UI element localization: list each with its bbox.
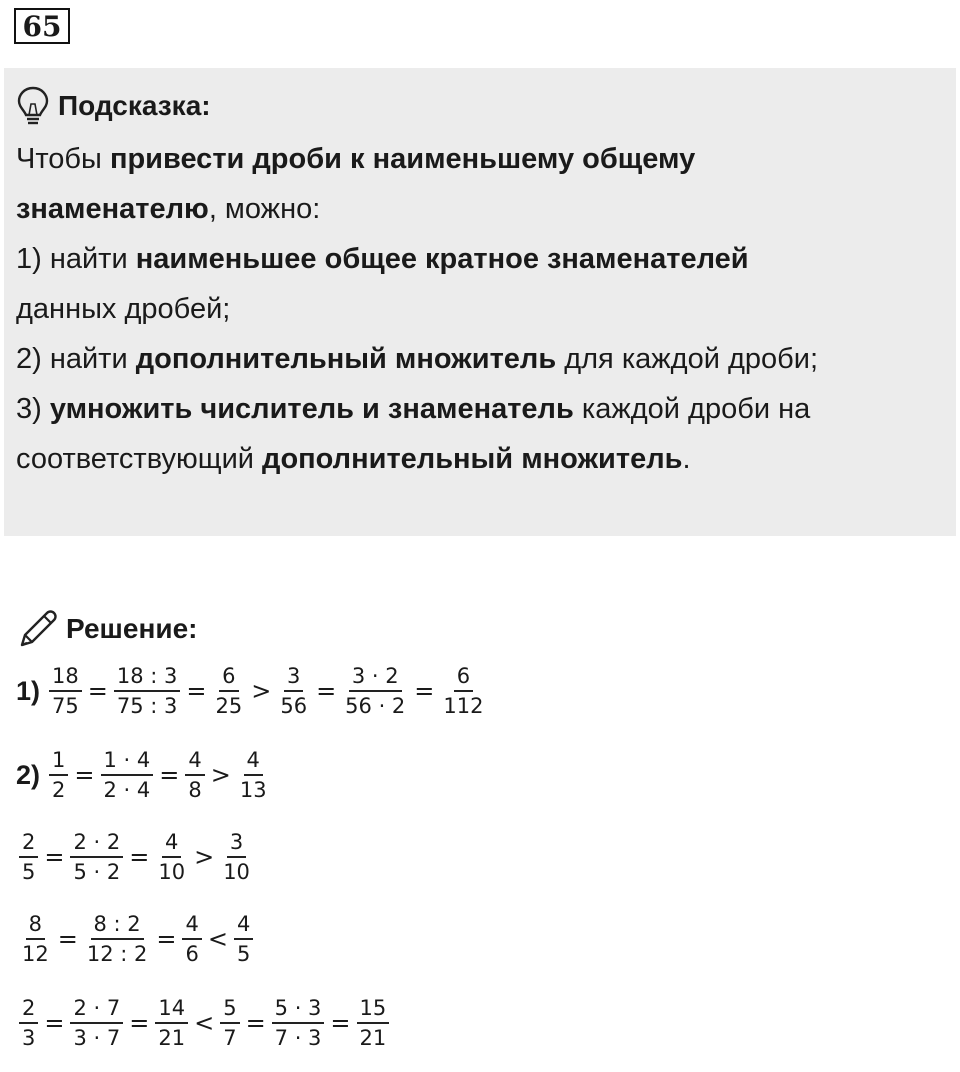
- denominator: 21: [158, 1026, 186, 1050]
- fraction: [114, 664, 181, 718]
- numerator: 4: [162, 830, 181, 858]
- hint-text-segment: 2) найти: [16, 343, 136, 375]
- hint-text-segment: 3): [16, 393, 50, 425]
- denominator: 2 · 4: [103, 778, 151, 802]
- fraction: [357, 996, 390, 1050]
- numerator: 2 · 7: [70, 996, 123, 1024]
- numerator: 4: [244, 748, 263, 776]
- numerator: 6: [219, 664, 238, 692]
- operator: =: [156, 925, 177, 953]
- hint-text-segment: Чтобы: [16, 143, 110, 175]
- numerator: 18: [49, 664, 82, 692]
- numerator: 2 · 2: [70, 830, 123, 858]
- hint-text-segment: .: [682, 443, 691, 475]
- numerator: 5 · 3: [272, 996, 325, 1024]
- fraction: [277, 664, 310, 718]
- denominator: 75 : 3: [116, 694, 178, 718]
- fraction: [19, 912, 52, 966]
- hint-line: [16, 434, 944, 484]
- denominator: 5: [22, 860, 36, 884]
- fraction: [19, 830, 38, 884]
- fraction: [70, 996, 123, 1050]
- hint-panel: [4, 68, 956, 536]
- fraction: [237, 748, 270, 802]
- denominator: 12 : 2: [86, 942, 148, 966]
- hint-bold-text: умножить числитель и знаменатель: [49, 393, 574, 425]
- pencil-icon: [16, 607, 60, 651]
- fraction: [155, 830, 188, 884]
- operator: <: [194, 1009, 215, 1037]
- hint-line: [16, 334, 944, 384]
- hint-bold-text: знаменателю: [16, 193, 209, 225]
- solution-title: Решение:: [66, 613, 198, 644]
- hint-line: [16, 284, 944, 334]
- solution-row: [16, 748, 273, 802]
- hint-bold-text: дополнительный множитель: [135, 343, 557, 375]
- operator: >: [194, 843, 215, 871]
- fraction: [220, 830, 253, 884]
- fraction: [234, 912, 253, 966]
- operator: =: [330, 1009, 351, 1037]
- denominator: 5 · 2: [73, 860, 121, 884]
- fraction: [49, 748, 68, 802]
- hint-line: [16, 384, 944, 434]
- numerator: 4: [185, 748, 204, 776]
- denominator: 8: [188, 778, 202, 802]
- fraction: [342, 664, 408, 718]
- denominator: 7: [223, 1026, 237, 1050]
- numerator: 14: [155, 996, 188, 1024]
- denominator: 2: [52, 778, 66, 802]
- hint-line: [16, 184, 944, 234]
- hint-bold-text: привести дроби к наименьшему общему: [109, 143, 696, 175]
- solution-header: [16, 604, 197, 654]
- solution-row: [16, 830, 256, 884]
- denominator: 5: [236, 942, 251, 966]
- fraction: [49, 664, 82, 718]
- operator: >: [210, 761, 231, 789]
- operator: =: [159, 761, 180, 789]
- fraction: [70, 830, 123, 884]
- solution-row: [16, 664, 489, 718]
- operator: =: [44, 1009, 65, 1037]
- operator: <: [207, 925, 228, 953]
- denominator: 56 · 2: [345, 694, 406, 718]
- hint-text-segment: , можно:: [208, 193, 321, 225]
- hint-text: [16, 134, 944, 484]
- row-label: 2): [16, 759, 41, 790]
- hint-text-segment: для каждой дроби;: [556, 343, 819, 375]
- numerator: 18 : 3: [114, 664, 181, 692]
- fraction: [101, 748, 154, 802]
- fraction: [440, 664, 486, 718]
- hint-text-segment: соответствующий: [16, 443, 263, 475]
- hint-bold-text: дополнительный множитель: [262, 443, 683, 475]
- fraction: [212, 664, 245, 718]
- numerator: 15: [357, 996, 390, 1024]
- fraction: [19, 996, 38, 1050]
- fraction: [220, 996, 239, 1050]
- hint-line: [16, 134, 944, 184]
- hint-line: [16, 234, 944, 284]
- hint-bold-text: наименьшее общее кратное знаменателей: [135, 243, 749, 275]
- numerator: 6: [454, 664, 473, 692]
- row-label: 1): [16, 675, 41, 706]
- denominator: 75: [52, 694, 79, 718]
- numerator: 8 : 2: [91, 912, 144, 940]
- numerator: 1 · 4: [101, 748, 154, 776]
- numerator: 3: [284, 664, 303, 692]
- operator: =: [414, 677, 435, 705]
- numerator: 1: [49, 748, 68, 776]
- operator: =: [74, 761, 95, 789]
- numerator: 4: [234, 912, 253, 940]
- hint-text-segment: 1) найти: [16, 243, 136, 275]
- denominator: 12: [22, 942, 49, 966]
- numerator: 3 · 2: [349, 664, 402, 692]
- numerator: 2: [19, 830, 38, 858]
- numerator: 5: [220, 996, 239, 1024]
- operator: =: [57, 925, 78, 953]
- hint-text-segment: данных дробей;: [16, 293, 231, 325]
- denominator: 3 · 7: [73, 1026, 121, 1050]
- denominator: 25: [215, 694, 243, 718]
- denominator: 112: [443, 694, 484, 718]
- hint-title: Подсказка:: [58, 90, 211, 121]
- denominator: 10: [223, 860, 250, 884]
- lightbulb-icon: [16, 86, 50, 126]
- denominator: 10: [158, 860, 186, 884]
- fraction: [272, 996, 325, 1050]
- fraction: [185, 748, 204, 802]
- hint-header: [16, 78, 944, 134]
- denominator: 6: [185, 942, 199, 966]
- operator: =: [186, 677, 207, 705]
- operator: =: [316, 677, 337, 705]
- numerator: 4: [182, 912, 201, 940]
- numerator: 3: [227, 830, 246, 858]
- hint-text-segment: каждой дроби на: [573, 393, 811, 425]
- fraction: [182, 912, 201, 966]
- denominator: 21: [359, 1026, 387, 1050]
- denominator: 7 · 3: [274, 1026, 322, 1050]
- operator: >: [251, 677, 272, 705]
- fraction: [155, 996, 188, 1050]
- fraction: [84, 912, 151, 966]
- operator: =: [245, 1009, 266, 1037]
- denominator: 3: [22, 1026, 36, 1050]
- solution-row: [16, 996, 392, 1050]
- solution-row: [16, 912, 256, 966]
- numerator: 2: [19, 996, 38, 1024]
- denominator: 56: [280, 694, 308, 718]
- operator: =: [129, 843, 150, 871]
- operator: =: [44, 843, 65, 871]
- operator: =: [129, 1009, 150, 1037]
- denominator: 13: [239, 778, 267, 802]
- operator: =: [87, 677, 108, 705]
- numerator: 8: [26, 912, 45, 940]
- task-number: 65: [14, 8, 70, 44]
